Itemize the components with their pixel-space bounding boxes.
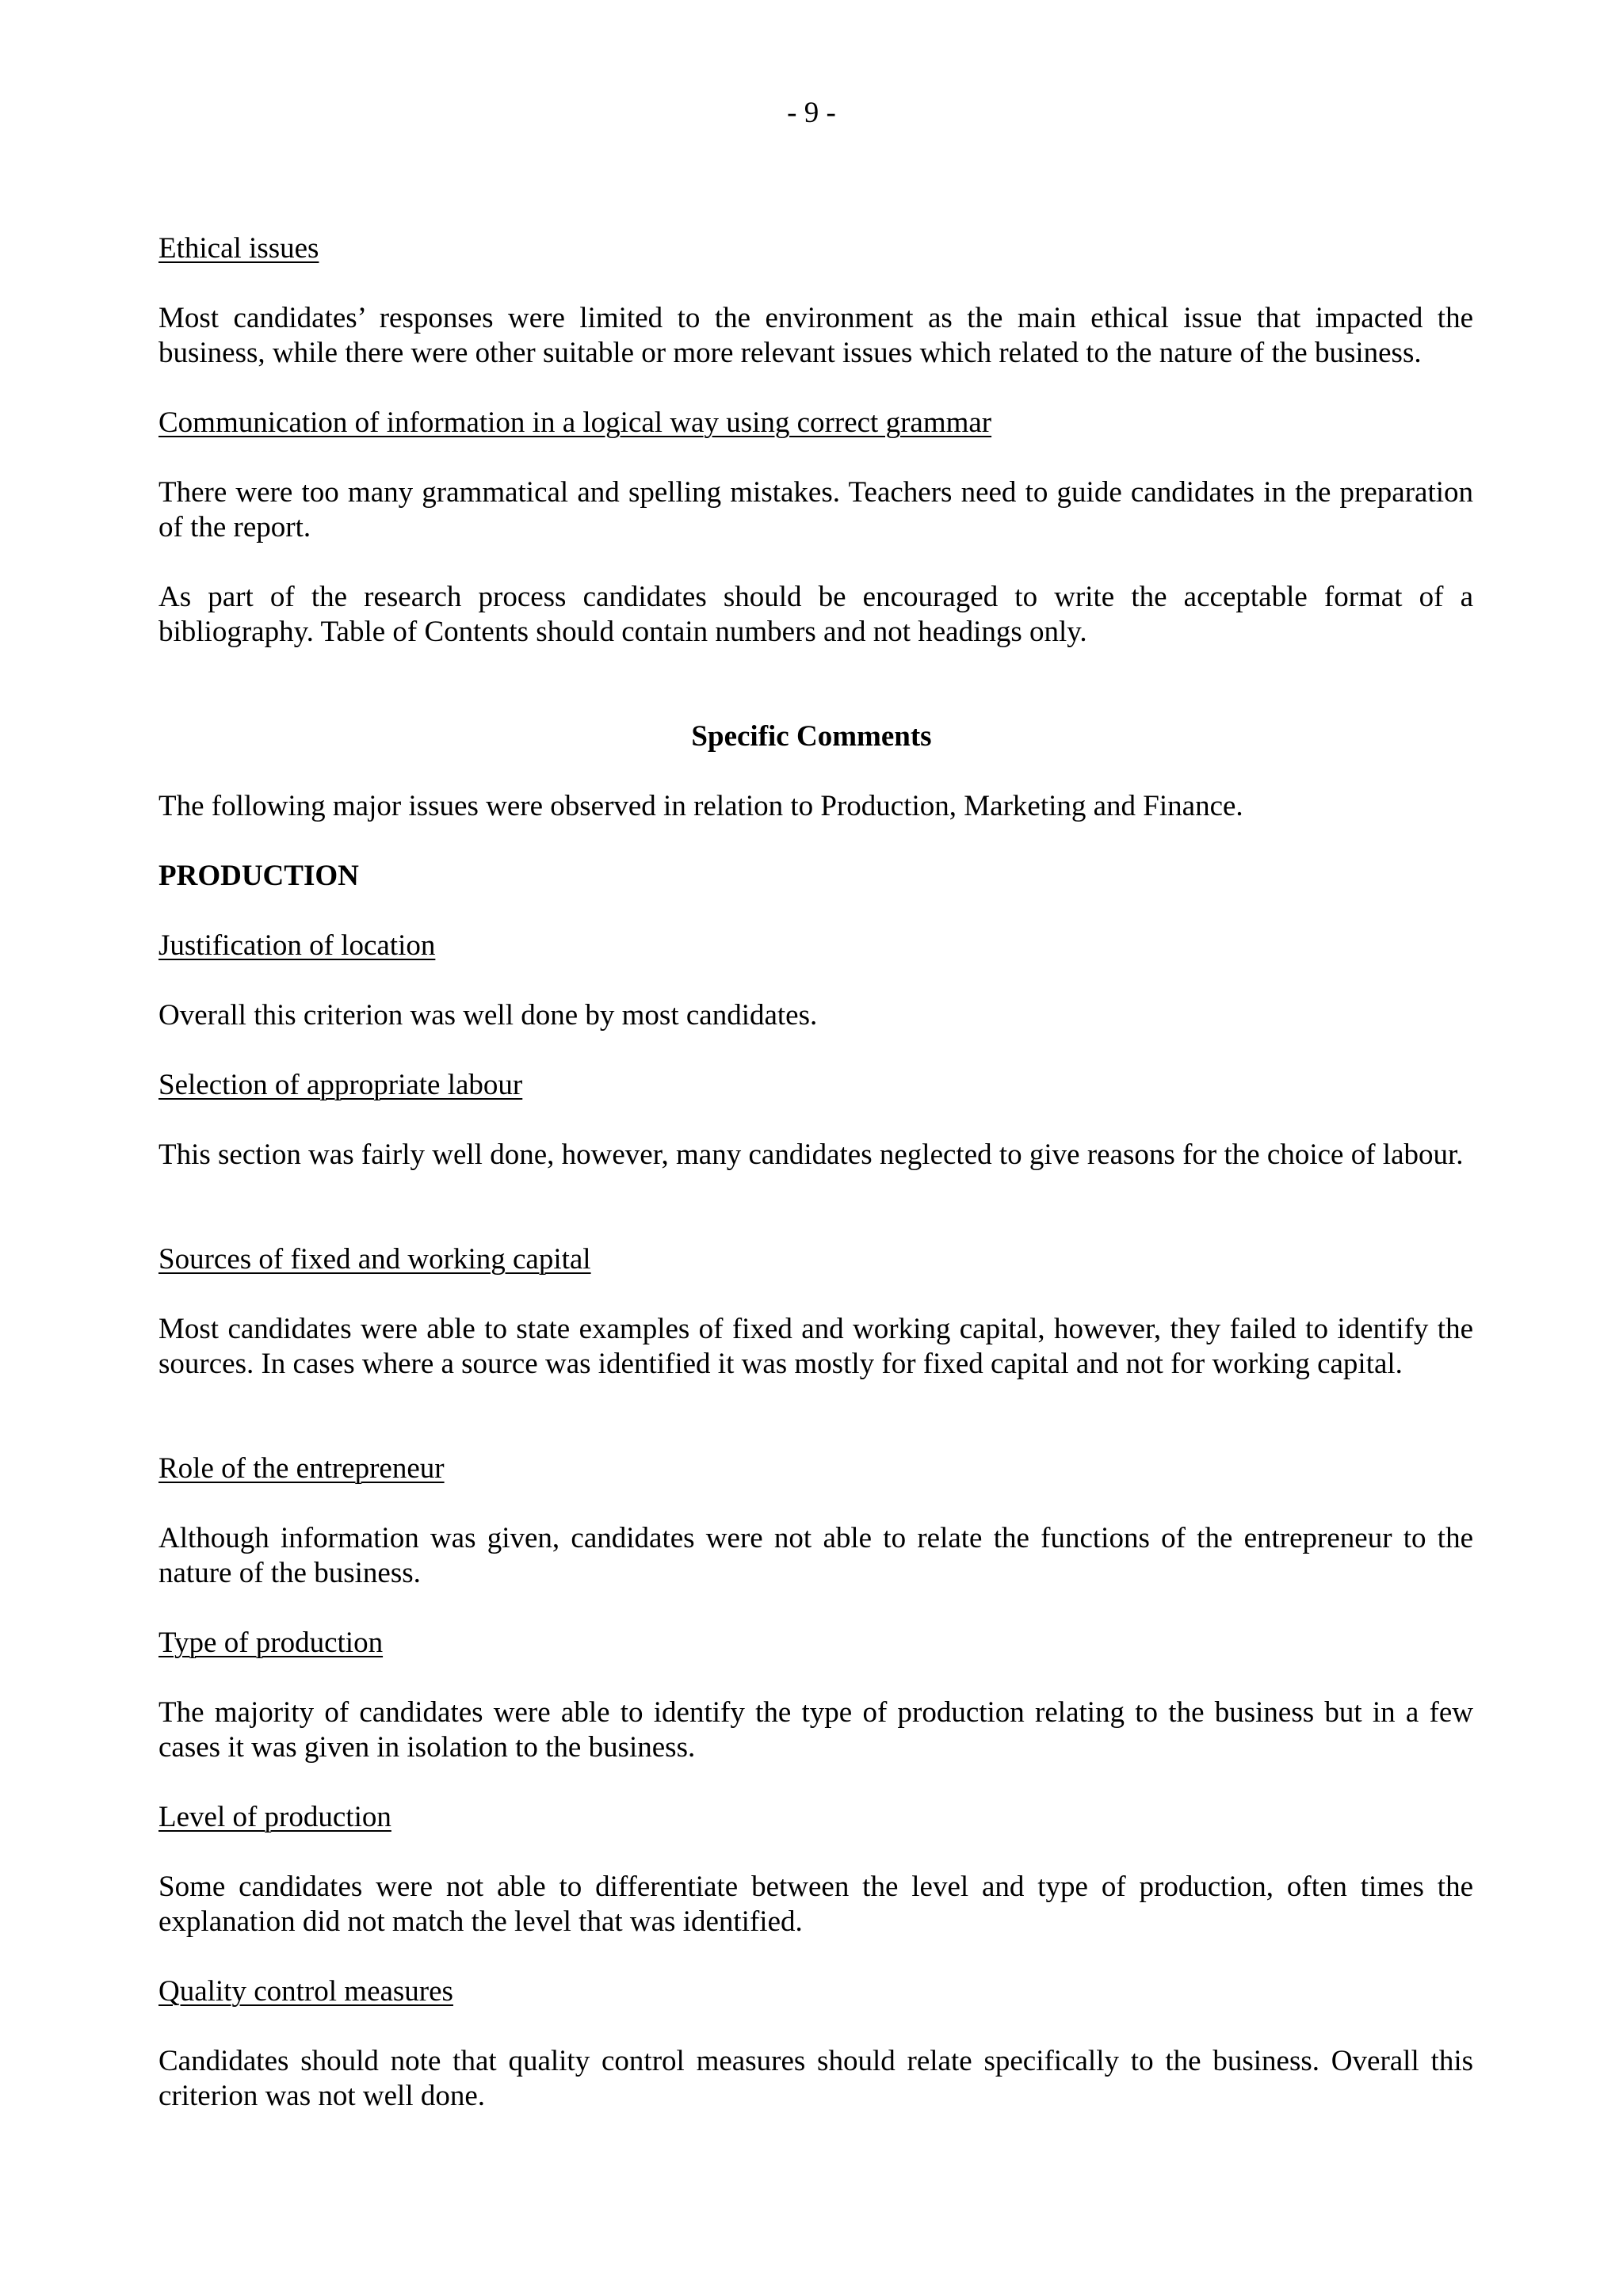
level-of-production-paragraph: Some candidates were not able to differentiate between the level and type of production, often times the explanation did not match the level that was identified. xyxy=(158,1871,1473,1938)
level-of-production-heading: Level of production xyxy=(158,1801,391,1833)
labour-paragraph: This section was fairly well done, however, many candidates neglected to give reasons for the choice of labour. xyxy=(158,1138,1464,1171)
type-of-production-paragraph: The majority of candidates were able to identify the type of production relating to the business but in a few cases it was given in isolation to the business. xyxy=(158,1696,1473,1764)
capital-paragraph: Most candidates were able to state examples of fixed and working capital, however, they failed to identify the sources. In cases where a source was identified it was mostly for fixed capital and not for working capital. xyxy=(158,1313,1473,1380)
ethical-issues-heading: Ethical issues xyxy=(158,232,319,265)
ethical-issues-paragraph: Most candidates’ responses were limited to the environment as the main ethical issue that impacted the business, while there were other suitable or more relevant issues which related to the nature of the business. xyxy=(158,302,1473,369)
specific-comments-heading: Specific Comments xyxy=(691,720,932,753)
labour-heading: Selection of appropriate labour xyxy=(158,1069,523,1101)
quality-control-heading: Quality control measures xyxy=(158,1975,453,2008)
communication-paragraph: There were too many grammatical and spelling mistakes. Teachers need to guide candidates in the preparation of the report. xyxy=(158,476,1473,543)
entrepreneur-paragraph: Although information was given, candidates were not able to relate the functions of the entrepreneur to the nature of the business. xyxy=(158,1522,1473,1589)
specific-comments-intro: The following major issues were observed in relation to Production, Marketing and Finance. xyxy=(158,790,1243,822)
communication-heading: Communication of information in a logical way using correct grammar xyxy=(158,406,992,439)
production-heading: PRODUCTION xyxy=(158,860,359,892)
capital-heading: Sources of fixed and working capital xyxy=(158,1243,591,1276)
quality-control-paragraph: Candidates should note that quality control measures should relate specifically to the business. Overall this criterion was not well done. xyxy=(158,2045,1473,2112)
entrepreneur-heading: Role of the entrepreneur xyxy=(158,1452,445,1485)
location-paragraph: Overall this criterion was well done by most candidates. xyxy=(158,999,818,1032)
bibliography-paragraph: As part of the research process candidates should be encouraged to write the acceptable format of a bibliography. Table of Contents should contain numbers and not headings only. xyxy=(158,581,1473,648)
type-of-production-heading: Type of production xyxy=(158,1627,384,1659)
page-number: - 9 - xyxy=(787,97,836,129)
location-heading: Justification of location xyxy=(158,929,436,962)
